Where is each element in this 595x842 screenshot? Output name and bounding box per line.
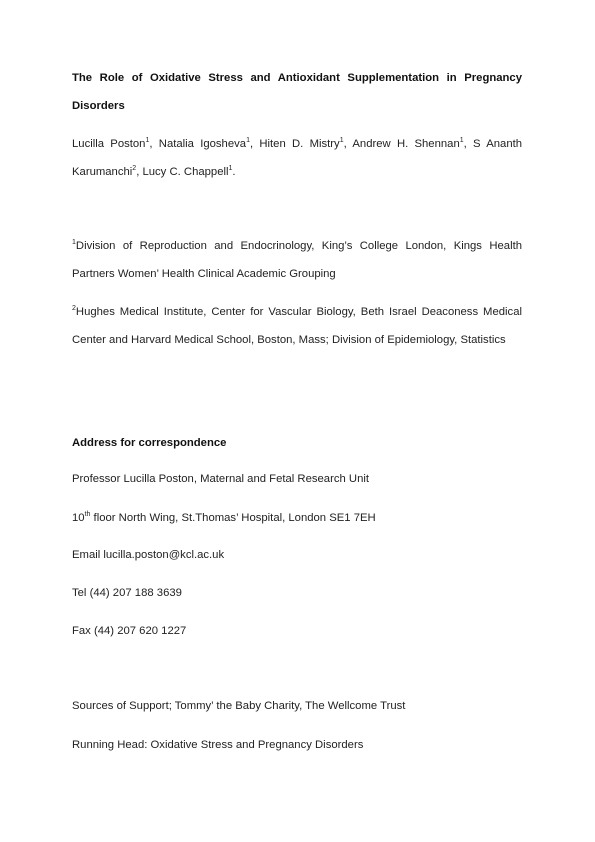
affiliation-1: $^1$Division of Reproduction and Endocrinology, King’s College London, Kings Health Partners Women’ Health Clinical Academic Grouping <box>72 239 522 280</box>
correspondence-tel: Tel (44) 207 188 3639 <box>72 587 182 599</box>
affiliation-marker: 2 <box>132 165 137 172</box>
running-head: Running Head: Oxidative Stress and Pregnancy Disorders <box>72 739 364 751</box>
correspondence-heading: Address for correspondence <box>72 437 227 449</box>
affiliation-marker: 1 <box>228 165 233 172</box>
affiliation-number: 2 <box>72 305 76 312</box>
manuscript-page <box>72 0 522 842</box>
author: Lucy C. Chappell$^1$. <box>142 165 236 178</box>
correspondence-name: Professor Lucilla Poston, Maternal and Fetal Research Unit <box>72 473 370 485</box>
author: Lucilla Poston$^1$, <box>72 137 159 150</box>
correspondence-address: 10th floor North Wing, St.Thomas’ Hospital, London SE1 7EH <box>72 511 376 524</box>
correspondence-fax: Fax (44) 207 620 1227 <box>72 625 187 637</box>
correspondence-email: Email lucilla.poston@kcl.ac.uk <box>72 549 225 561</box>
author: S Ananth Karumanchi$^2$, <box>72 138 523 178</box>
affiliation-marker: 1 <box>459 137 464 144</box>
author: Natalia Igosheva$^1$, <box>158 137 260 150</box>
affiliation-marker: 1 <box>145 137 150 144</box>
author-list <box>72 130 522 186</box>
sources-of-support: Sources of Support; Tommy’ the Baby Charity, The Wellcome Trust <box>72 700 406 712</box>
affiliation-number: 1 <box>72 239 76 246</box>
paper-title: The Role of Oxidative Stress and Antioxidant Supplementation in Pregnancy Disorders <box>72 72 522 112</box>
affiliation-marker: 1 <box>339 137 344 144</box>
author: Andrew H. Shennan$^1$, <box>352 137 474 150</box>
author: Hiten D. Mistry$^1$, <box>259 137 353 150</box>
affiliation-2: $^2$Hughes Medical Institute, Center for Vascular Biology, Beth Israel Deaconess Medical Center and Harvard Medical School, Boston, Mass; Division of Epidemiology, Statistics <box>72 305 522 346</box>
affiliation-marker: 1 <box>246 137 250 144</box>
